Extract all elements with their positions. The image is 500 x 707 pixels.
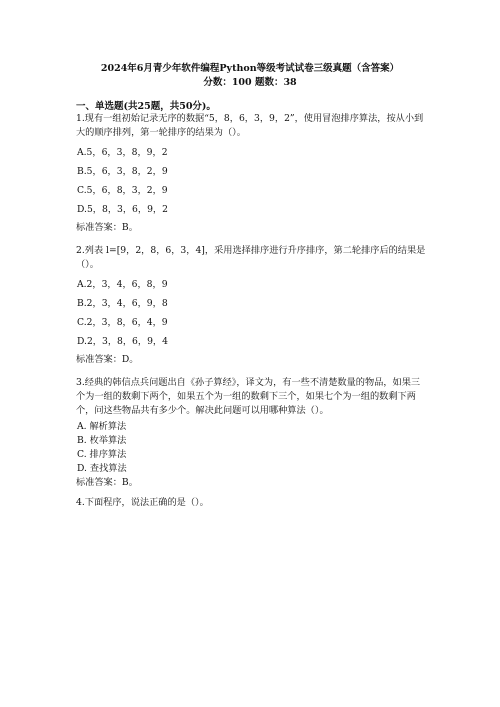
q3-answer: 标准答案：B。	[76, 477, 138, 488]
q3-option-a: A. 解析算法	[77, 421, 127, 432]
q2-option-a: A.2，3，4，6，8，9	[77, 279, 168, 290]
q3-option-d: D. 查找算法	[77, 463, 127, 474]
q2-option-b: B.2，3，4，6，9，8	[77, 298, 168, 309]
q2-option-d: D.2，3，8，6，9，4	[77, 336, 168, 347]
document-title: 2024年6月青少年软件编程Python等级考试试卷三级真题（含答案）	[100, 63, 400, 74]
q2-option-c: C.2，3，8，6，4，9	[77, 317, 168, 328]
question-2-stem: 2.列表 l=[9，2，8，6，3，4]，采用选择排序进行升序排序，第二轮排序后的结果是（）。	[76, 245, 426, 270]
q2-answer: 标准答案：D。	[76, 354, 139, 365]
document-subtitle: 分数：100 题数：38	[203, 77, 297, 88]
section-heading: 一、单选题(共25题，共50分)。	[76, 101, 216, 112]
question-1-stem: 1.现有一组初始记录无序的数据“5，8，6，3，9，2”，使用冒泡排序算法，按从小到大的顺序排列，第一轮排序的结果为（）。	[76, 113, 424, 138]
q3-option-c: C. 排序算法	[77, 449, 127, 460]
q3-option-b: B. 枚举算法	[77, 435, 127, 446]
q1-answer: 标准答案：B。	[76, 222, 138, 233]
q1-option-b: B.5，6，3，8，2，9	[77, 166, 168, 177]
q1-option-a: A.5，6，3，8，9，2	[77, 147, 168, 158]
question-3-stem: 3.经典的韩信点兵问题出自《孙子算经》，译文为，有一些不清楚数量的物品，如果三个为一组的数剩下两个，如果五个为一组的数剩下三个，如果七个为一组的数剩下两个，问这些物品共有多少个。解决此问题可以用哪种算法（）。	[76, 377, 421, 416]
q1-option-d: D.5，8，3，6，9，2	[77, 204, 168, 215]
question-4-stem: 4.下面程序，说法正确的是（）。	[76, 497, 209, 508]
q1-option-c: C.5，6，8，3，2，9	[77, 185, 168, 196]
